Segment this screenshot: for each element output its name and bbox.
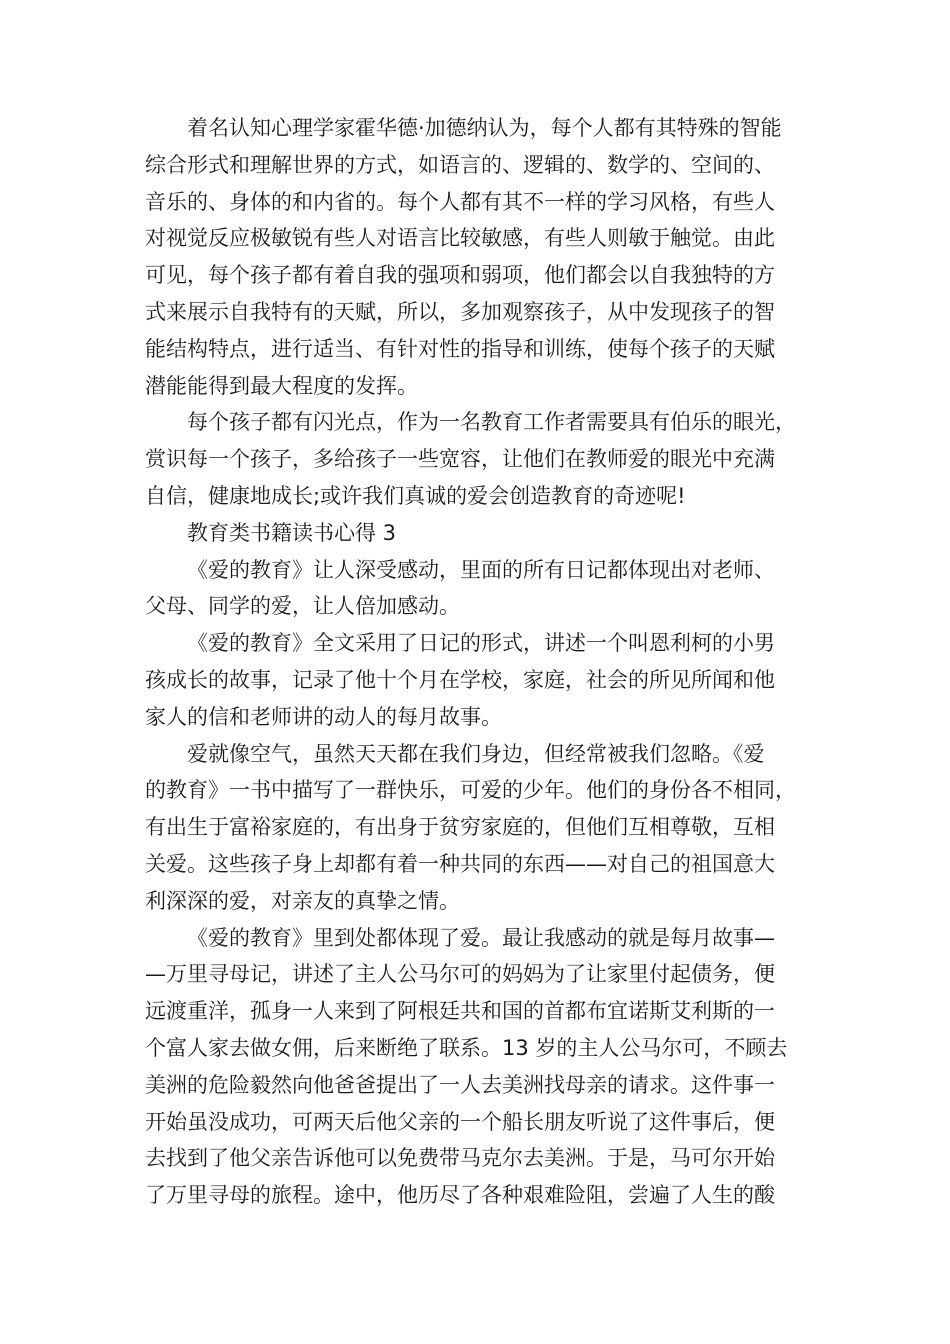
text-line: 开始虽没成功，可两天后他父亲的一个船长朋友听说了这件事后，便 bbox=[145, 1109, 775, 1134]
text-line: 每个孩子都有闪光点，作为一名教育工作者需要具有伯乐的眼光， bbox=[187, 410, 796, 435]
text-line: 音乐的、身体的和内省的。每个人都有其不一样的学习风格，有些人 bbox=[145, 189, 775, 214]
text-line: 有出生于富裕家庭的，有出身于贫穷家庭的，但他们互相尊敬，互相 bbox=[145, 815, 775, 840]
text-line: 关爱。这些孩子身上却都有着一种共同的东西——对自己的祖国意大 bbox=[145, 851, 775, 876]
text-line: 美洲的危险毅然向他爸爸提出了一人去美洲找母亲的请求。这件事一 bbox=[145, 1072, 775, 1097]
text-line: 《爱的教育》里到处都体现了爱。最让我感动的就是每月故事— bbox=[187, 925, 775, 950]
text-line: 利深深的爱，对亲友的真挚之情。 bbox=[145, 888, 460, 913]
text-line: 式来展示自我特有的天赋，所以，多加观察孩子，从中发现孩子的智 bbox=[145, 299, 775, 324]
text-line: —万里寻母记，讲述了主人公马尔可的妈妈为了让家里付起债务，便 bbox=[145, 962, 775, 987]
text-line: 《爱的教育》全文采用了日记的形式，讲述一个叫恩利柯的小男 bbox=[187, 631, 775, 656]
text-line: 远渡重洋，孤身一人来到了阿根廷共和国的首都布宜诺斯艾利斯的一 bbox=[145, 999, 775, 1024]
text-line: 教育类书籍读书心得 3 bbox=[187, 520, 397, 545]
document-page bbox=[145, 110, 835, 1214]
text-line: 综合形式和理解世界的方式，如语言的、逻辑的、数学的、空间的、 bbox=[145, 152, 775, 177]
text-line: 爱就像空气，虽然天天都在我们身边，但经常被我们忽略。《爱 bbox=[187, 741, 765, 766]
text-line: 可见，每个孩子都有着自我的强项和弱项，他们都会以自我独特的方 bbox=[145, 263, 775, 288]
text-line: 着名认知心理学家霍华德·加德纳认为，每个人都有其特殊的智能 bbox=[187, 116, 782, 140]
text-line: 了万里寻母的旅程。途中，他历尽了各种艰难险阻，尝遍了人生的酸 bbox=[145, 1183, 775, 1208]
text-line: 赏识每一个孩子，多给孩子一些宽容，让他们在教师爱的眼光中充满 bbox=[145, 447, 775, 472]
text-line: 的教育》一书中描写了一群快乐，可爱的少年。他们的身份各不相同， bbox=[145, 778, 796, 803]
text-line: 家人的信和老师讲的动人的每月故事。 bbox=[145, 704, 502, 729]
text-line: 去找到了他父亲告诉他可以免费带马克尔去美洲。于是，马可尔开始 bbox=[145, 1146, 775, 1171]
text-line: 对视觉反应极敏锐有些人对语言比较敏感，有些人则敏于触觉。由此 bbox=[145, 226, 775, 251]
text-line: 孩成长的故事，记录了他十个月在学校，家庭，社会的所见所闻和他 bbox=[145, 667, 775, 692]
text-line: 《爱的教育》让人深受感动，里面的所有日记都体现出对老师、 bbox=[187, 557, 775, 582]
text-line: 潜能能得到最大程度的发挥。 bbox=[145, 373, 418, 398]
text-line: 自信，健康地成长;或许我们真诚的爱会创造教育的奇迹呢! bbox=[145, 483, 686, 508]
text-line: 个富人家去做女佣，后来断绝了联系。13 岁的主人公马尔可，不顾去 bbox=[145, 1035, 788, 1060]
text-line: 能结构特点，进行适当、有针对性的指导和训练，使每个孩子的天赋 bbox=[145, 336, 775, 361]
text-line: 父母、同学的爱，让人倍加感动。 bbox=[145, 594, 460, 619]
